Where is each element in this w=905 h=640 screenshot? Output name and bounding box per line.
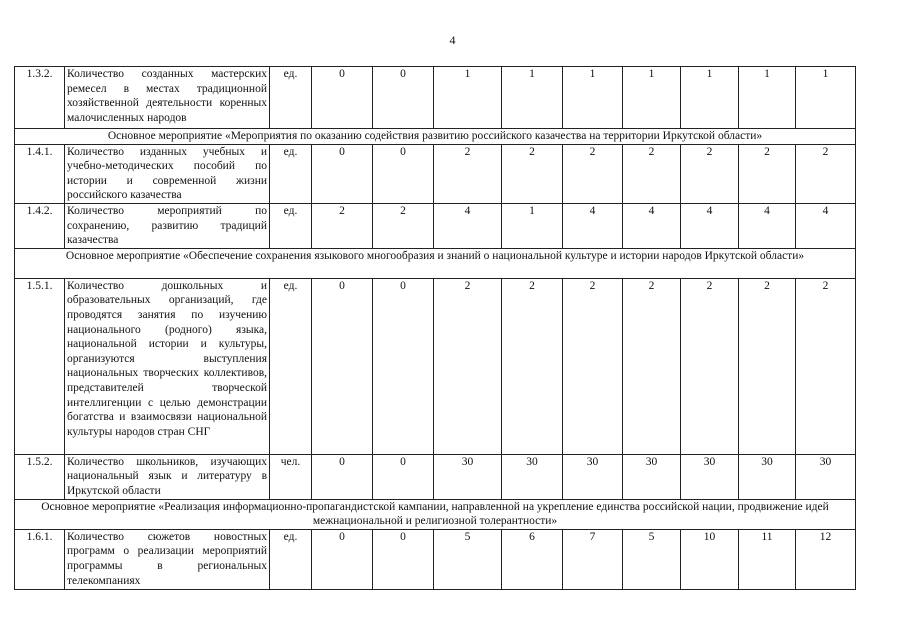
row-number: 1.4.2.: [15, 203, 65, 248]
table-row: [15, 529, 856, 589]
indicator-name: Количество созданных мастерских ремесел в местах традиционной хозяйственной деятельности коренных малочисленных народов: [65, 67, 270, 129]
value-cell: 0: [312, 67, 373, 129]
table-row: [15, 454, 856, 499]
value-cell: 2: [312, 203, 373, 248]
value-cell: 2: [796, 278, 856, 454]
value-cell: 30: [623, 454, 681, 499]
table-row: [15, 278, 856, 454]
value-cell: 2: [373, 203, 434, 248]
value-cell: 30: [681, 454, 739, 499]
value-cell: 4: [681, 203, 739, 248]
indicator-name: Количество школьников, изучающих национальный язык и литературу в Иркутской области: [65, 454, 270, 499]
value-cell: 2: [681, 278, 739, 454]
value-cell: 0: [373, 529, 434, 589]
value-cell: 0: [373, 144, 434, 203]
value-cell: 6: [502, 529, 563, 589]
value-cell: 0: [312, 529, 373, 589]
table-row: [15, 144, 856, 203]
value-cell: 2: [502, 278, 563, 454]
unit-cell: ед.: [270, 203, 312, 248]
value-cell: 1: [502, 67, 563, 129]
value-cell: 1: [681, 67, 739, 129]
value-cell: 2: [623, 144, 681, 203]
value-cell: 30: [434, 454, 502, 499]
value-cell: 1: [796, 67, 856, 129]
value-cell: 2: [739, 144, 796, 203]
indicator-name: Количество мероприятий по сохранению, развитию традиций казачества: [65, 203, 270, 248]
value-cell: 4: [623, 203, 681, 248]
table-row: [15, 203, 856, 248]
value-cell: 10: [681, 529, 739, 589]
page-number: 4: [449, 33, 456, 47]
unit-cell: ед.: [270, 67, 312, 129]
section-row: [15, 248, 856, 278]
value-cell: 30: [502, 454, 563, 499]
section-row: [15, 129, 856, 145]
section-row: [15, 499, 856, 529]
value-cell: 30: [739, 454, 796, 499]
value-cell: 2: [434, 144, 502, 203]
section-title: Основное мероприятие «Обеспечение сохранения языкового многообразия и знаний о национальной культуре и истории народов Иркутской области»: [15, 248, 856, 278]
value-cell: 1: [623, 67, 681, 129]
value-cell: 30: [796, 454, 856, 499]
value-cell: 11: [739, 529, 796, 589]
unit-cell: ед.: [270, 278, 312, 454]
value-cell: 2: [502, 144, 563, 203]
row-number: 1.6.1.: [15, 529, 65, 589]
row-number: 1.3.2.: [15, 67, 65, 129]
indicator-name: Количество сюжетов новостных программ о реализации мероприятий программы в региональных телекомпаниях: [65, 529, 270, 589]
value-cell: 1: [502, 203, 563, 248]
unit-cell: ед.: [270, 529, 312, 589]
value-cell: 0: [373, 67, 434, 129]
value-cell: 2: [681, 144, 739, 203]
indicators-table: [14, 66, 856, 590]
section-title: Основное мероприятие «Мероприятия по оказанию содействия развитию российского казачества на территории Иркутской области»: [15, 129, 856, 145]
row-number: 1.5.1.: [15, 278, 65, 454]
unit-cell: чел.: [270, 454, 312, 499]
value-cell: 7: [563, 529, 623, 589]
value-cell: 2: [563, 278, 623, 454]
value-cell: 2: [796, 144, 856, 203]
value-cell: 5: [623, 529, 681, 589]
value-cell: 30: [563, 454, 623, 499]
value-cell: 2: [563, 144, 623, 203]
table-row: [15, 67, 856, 129]
value-cell: 4: [796, 203, 856, 248]
row-number: 1.4.1.: [15, 144, 65, 203]
value-cell: 4: [434, 203, 502, 248]
value-cell: 0: [312, 454, 373, 499]
unit-cell: ед.: [270, 144, 312, 203]
value-cell: 12: [796, 529, 856, 589]
indicator-name: Количество дошкольных и образовательных организаций, где проводятся занятия по изучению национального (родного) языка, национальной истории и культуры, организуются выступления национальных творческих коллективов, представителей творческой интеллигенции с целью демонстрации богатства и взаимосвязи национальной культуры народов стран СНГ: [65, 278, 270, 454]
table-body: [15, 67, 856, 590]
indicator-name: Количество изданных учебных и учебно-методических пособий по истории и современной жизни российского казачества: [65, 144, 270, 203]
value-cell: 1: [434, 67, 502, 129]
value-cell: 2: [434, 278, 502, 454]
value-cell: 0: [373, 278, 434, 454]
value-cell: 5: [434, 529, 502, 589]
value-cell: 0: [373, 454, 434, 499]
value-cell: 1: [739, 67, 796, 129]
value-cell: 4: [563, 203, 623, 248]
row-number: 1.5.2.: [15, 454, 65, 499]
value-cell: 4: [739, 203, 796, 248]
value-cell: 2: [623, 278, 681, 454]
value-cell: 1: [563, 67, 623, 129]
value-cell: 0: [312, 278, 373, 454]
section-title: Основное мероприятие «Реализация информационно-пропагандистской кампании, направленной на укрепление единства российской нации, продвижение идей межнациональной и религиозной толерантности»: [15, 499, 856, 529]
value-cell: 0: [312, 144, 373, 203]
value-cell: 2: [739, 278, 796, 454]
